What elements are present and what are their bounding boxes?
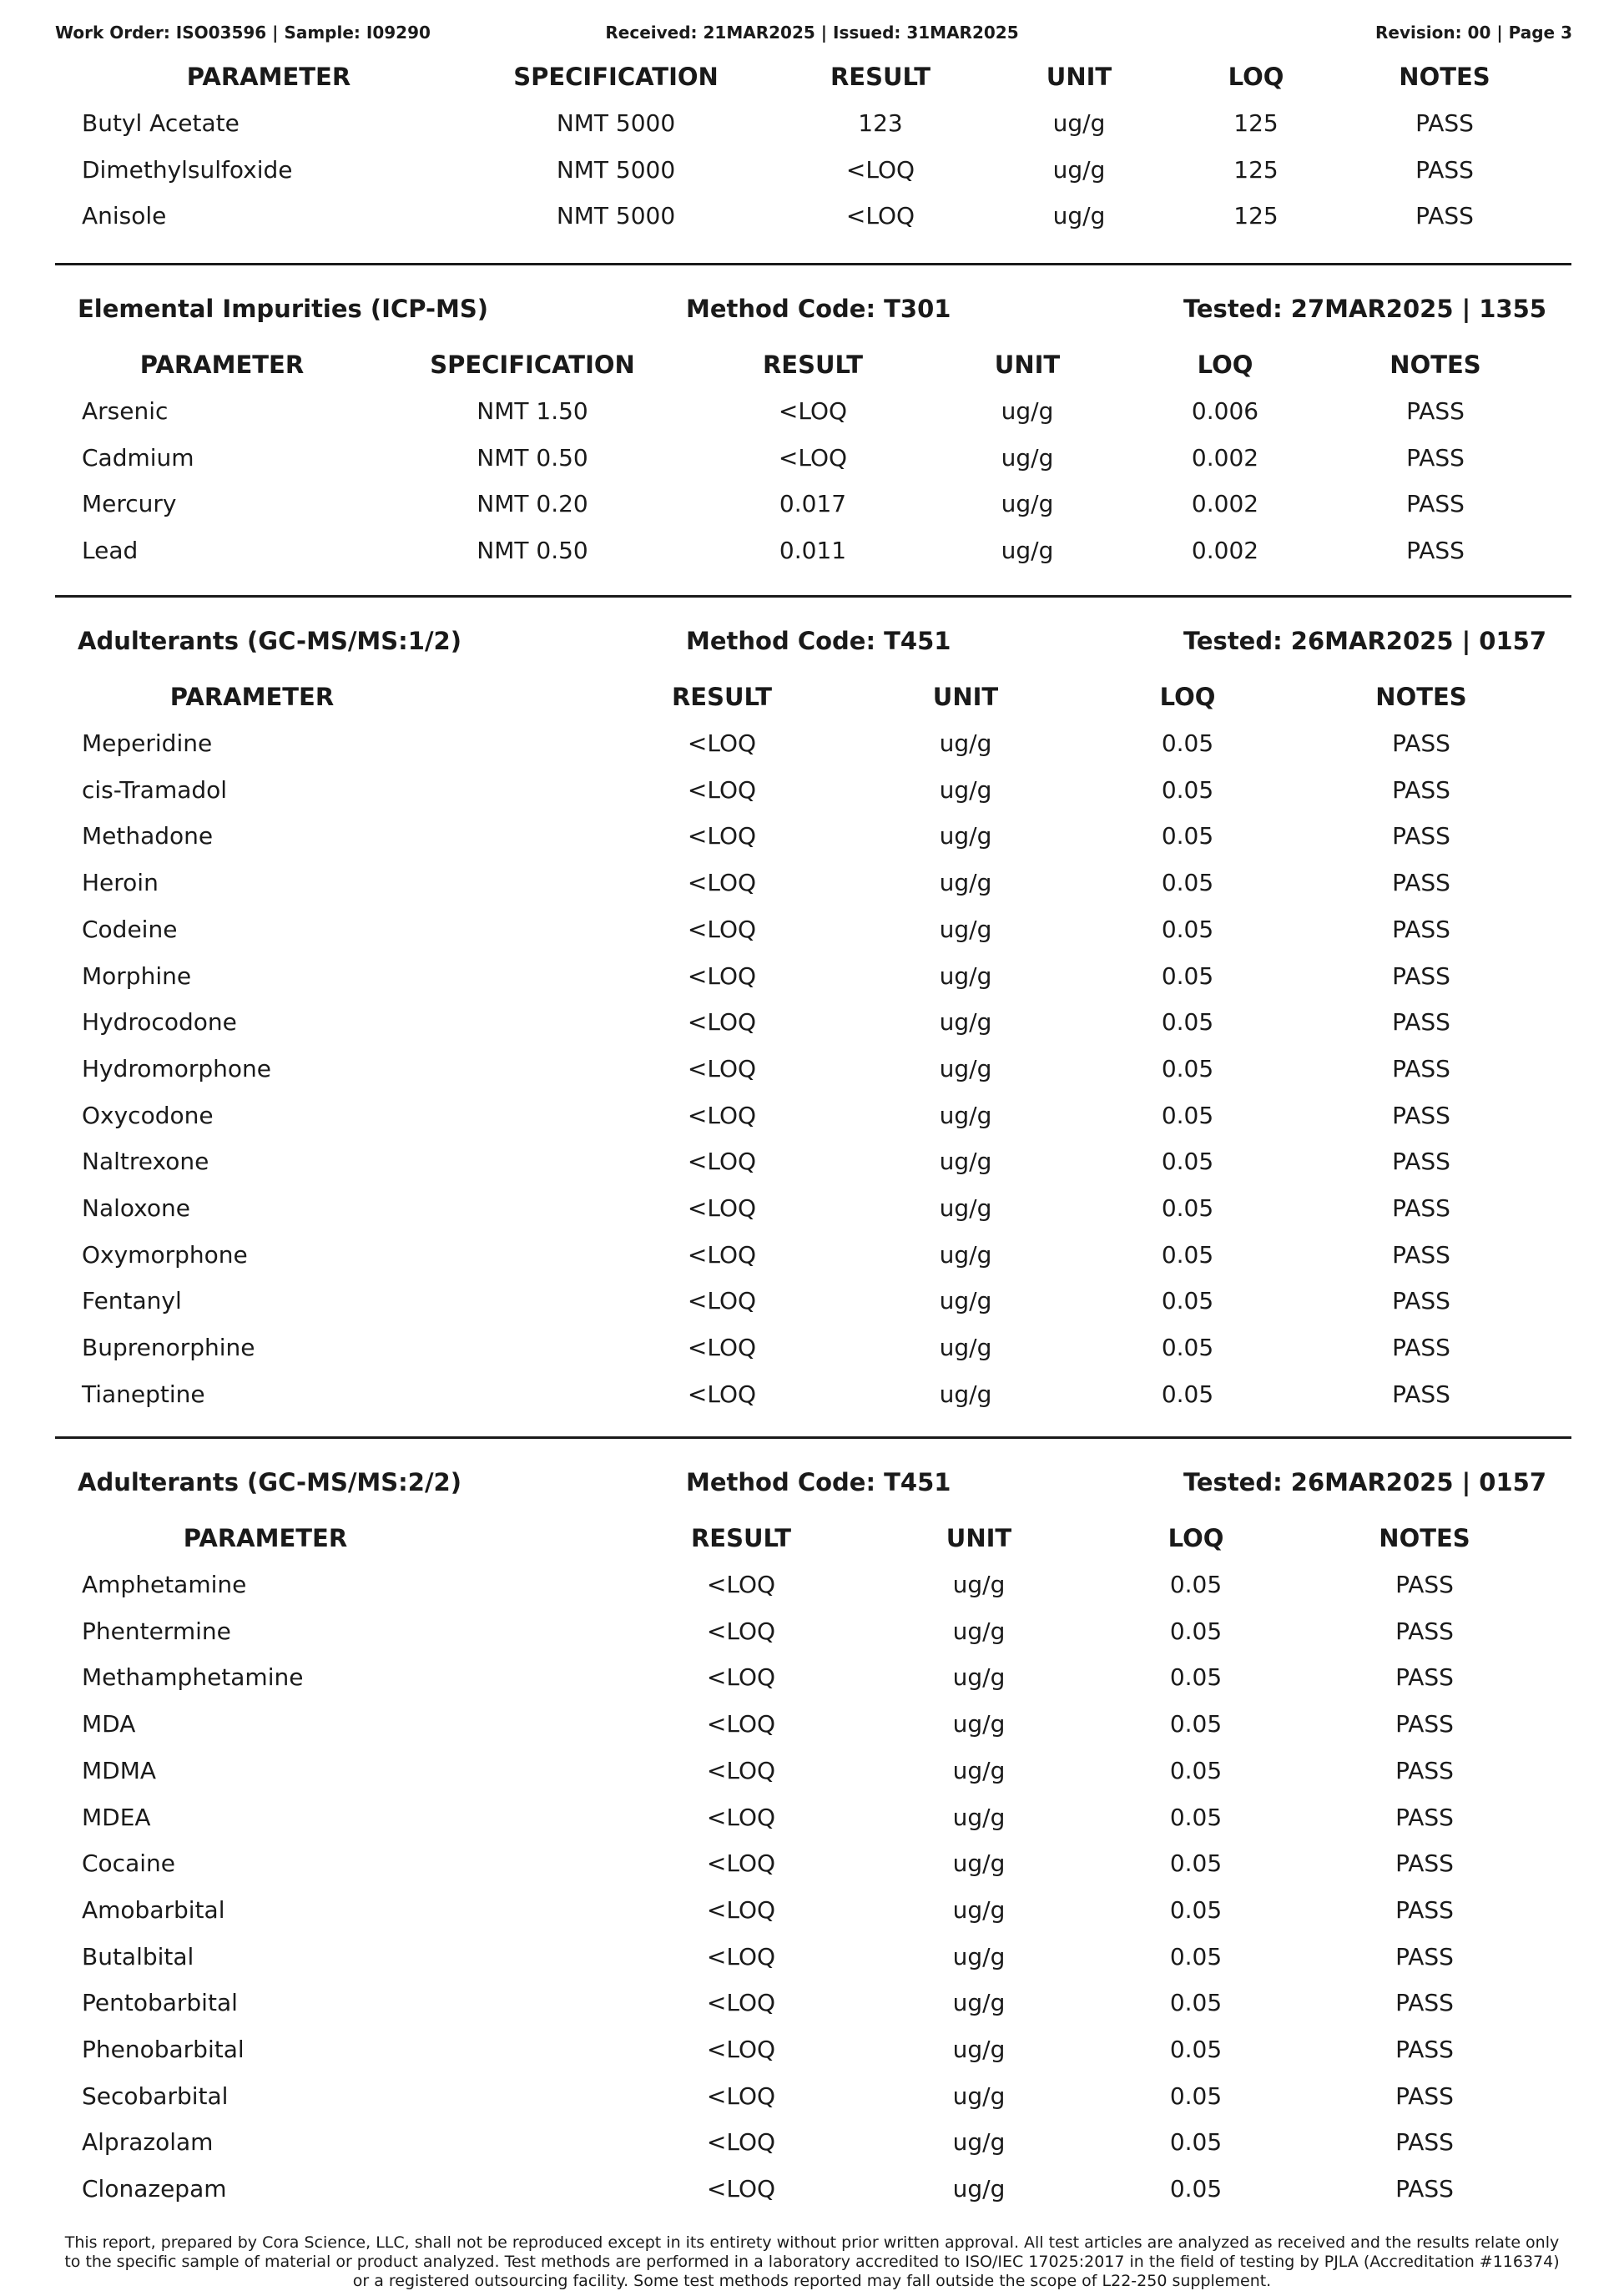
table-cell: PASS (1415, 202, 1474, 230)
table-cell: <LOQ (687, 869, 757, 897)
table-row (0, 109, 1624, 156)
table-cell: PASS (1395, 1710, 1454, 1738)
table-cell: NMT 5000 (556, 109, 676, 137)
table-row (0, 1380, 1624, 1427)
parameter-name: Clonazepam (82, 2175, 227, 2203)
parameter-name: Heroin (82, 869, 159, 897)
table-cell: 0.017 (779, 490, 847, 518)
table-cell: 0.002 (1191, 537, 1259, 565)
table-cell: 0.006 (1191, 397, 1259, 425)
table-cell: PASS (1395, 2175, 1454, 2203)
table-cell: 123 (858, 109, 903, 137)
table-cell: PASS (1395, 1942, 1454, 1971)
table-row (0, 962, 1624, 1009)
table-cell: <LOQ (778, 443, 848, 472)
table-cell: <LOQ (687, 1054, 757, 1082)
table-cell: PASS (1415, 109, 1474, 137)
table-cell: ug/g (952, 2128, 1006, 2157)
table-cell: <LOQ (687, 1008, 757, 1037)
column-header: NOTES (1399, 63, 1490, 91)
table-cell: PASS (1395, 2036, 1454, 2063)
table-cell: ug/g (952, 1756, 1006, 1784)
table-cell: 0.05 (1169, 1849, 1223, 1878)
table-cell: PASS (1406, 443, 1465, 472)
table-cell: ug/g (952, 1989, 1006, 2017)
table-cell: ug/g (1052, 202, 1106, 230)
parameter-name: Arsenic (82, 397, 169, 425)
parameter-name: Methamphetamine (82, 1663, 304, 1692)
table-cell: 125 (1233, 109, 1279, 137)
work-order-sample: Work Order: ISO03596 | Sample: I09290 (55, 23, 431, 43)
section-title: Elemental Impurities (ICP-MS) (78, 295, 489, 323)
table-cell: <LOQ (845, 202, 915, 230)
table-cell: ug/g (1001, 443, 1054, 472)
table-cell: 125 (1233, 155, 1279, 184)
parameter-name: Cadmium (82, 443, 194, 472)
table-cell: PASS (1392, 1380, 1450, 1408)
table-row (0, 1194, 1624, 1241)
section-title: Adulterants (GC-MS/MS:1/2) (78, 627, 461, 655)
table-cell: PASS (1392, 869, 1450, 897)
tested-date: Tested: 26MAR2025 | 0157 (1183, 627, 1546, 655)
table-cell: <LOQ (706, 1989, 776, 2017)
parameter-name: Fentanyl (82, 1287, 182, 1315)
parameter-name: Phentermine (82, 1617, 231, 1645)
table-cell: <LOQ (706, 1710, 776, 1738)
table-cell: PASS (1395, 1803, 1454, 1831)
method-code: Method Code: T451 (686, 1468, 951, 1496)
parameter-name: Lead (82, 537, 139, 565)
table-cell: PASS (1406, 397, 1465, 425)
table-cell: <LOQ (706, 1849, 776, 1878)
column-header: UNIT (994, 351, 1061, 379)
table-row (0, 1148, 1624, 1194)
table-cell: ug/g (952, 1571, 1006, 1598)
table-cell: 0.05 (1169, 1756, 1223, 1784)
column-header: RESULT (690, 1524, 792, 1552)
table-cell: <LOQ (687, 915, 757, 943)
table-cell: PASS (1395, 1571, 1454, 1598)
table-cell: <LOQ (687, 729, 757, 757)
table-cell: <LOQ (845, 155, 915, 184)
table-row (0, 1334, 1624, 1380)
table-cell: <LOQ (687, 775, 757, 804)
column-header: NOTES (1379, 1524, 1470, 1552)
table-cell: PASS (1395, 1849, 1454, 1878)
table-cell: <LOQ (706, 2082, 776, 2110)
table-cell: <LOQ (706, 1756, 776, 1784)
table-cell: 0.05 (1161, 1240, 1214, 1269)
table-cell: 0.05 (1161, 775, 1214, 804)
table-cell: ug/g (952, 2036, 1006, 2063)
table-cell: 0.05 (1161, 961, 1214, 990)
column-header: RESULT (671, 683, 773, 711)
table-cell: ug/g (952, 1663, 1006, 1692)
table-row (0, 1710, 1624, 1757)
table-row (0, 822, 1624, 869)
table-cell: ug/g (1001, 537, 1054, 565)
table-cell: ug/g (939, 1054, 992, 1082)
table-row (0, 2128, 1624, 2175)
table-cell: PASS (1392, 1287, 1450, 1315)
table-row (0, 869, 1624, 916)
table-row (0, 916, 1624, 962)
table-cell: <LOQ (687, 961, 757, 990)
parameter-name: Oxycodone (82, 1101, 214, 1129)
table-cell: PASS (1406, 490, 1465, 518)
table-cell: <LOQ (706, 2128, 776, 2157)
parameter-name: Anisole (82, 202, 167, 230)
parameter-name: Oxymorphone (82, 1240, 248, 1269)
table-cell: 0.002 (1191, 490, 1259, 518)
report-disclaimer (50, 2233, 1574, 2291)
table-cell: 0.05 (1169, 1803, 1223, 1831)
table-cell: <LOQ (687, 822, 757, 850)
tested-date: Tested: 26MAR2025 | 0157 (1183, 1468, 1546, 1496)
parameter-name: Dimethylsulfoxide (82, 155, 293, 184)
table-cell: <LOQ (687, 1380, 757, 1408)
table-row (0, 156, 1624, 203)
disclaimer-line: or a registered outsourcing facility. Some test methods reported may fall outside the scope of L22-250 supplement. (352, 2272, 1272, 2290)
table-cell: NMT 5000 (556, 155, 676, 184)
table-cell: 0.05 (1161, 1054, 1214, 1082)
method-code: Method Code: T451 (686, 627, 951, 655)
table-cell: <LOQ (706, 2175, 776, 2203)
table-cell: 0.05 (1169, 2128, 1223, 2157)
received-issued-dates: Received: 21MAR2025 | Issued: 31MAR2025 (605, 23, 1019, 43)
table-cell: ug/g (1052, 109, 1106, 137)
table-cell: PASS (1395, 2082, 1454, 2110)
tested-date: Tested: 27MAR2025 | 1355 (1183, 295, 1546, 323)
parameter-name: Morphine (82, 961, 192, 990)
table-cell: ug/g (939, 1194, 992, 1222)
column-header: PARAMETER (183, 1524, 348, 1552)
table-cell: 0.002 (1191, 443, 1259, 472)
table-cell: 0.05 (1169, 1942, 1223, 1971)
table-cell: PASS (1392, 1148, 1450, 1176)
table-cell: PASS (1392, 1008, 1450, 1037)
table-cell: PASS (1395, 1989, 1454, 2017)
table-row (0, 444, 1624, 491)
table-cell: PASS (1392, 1101, 1450, 1129)
column-header: PARAMETER (169, 683, 335, 711)
table-row (0, 1055, 1624, 1102)
table-cell: <LOQ (706, 1617, 776, 1645)
table-cell: PASS (1395, 1663, 1454, 1692)
table-row (0, 1287, 1624, 1334)
table-row (0, 1849, 1624, 1896)
table-cell: <LOQ (706, 1663, 776, 1692)
table-cell: 0.05 (1161, 729, 1214, 757)
column-header: LOQ (1228, 63, 1284, 91)
parameter-name: Hydromorphone (82, 1054, 271, 1082)
table-cell: PASS (1392, 1194, 1450, 1222)
table-row (0, 1008, 1624, 1055)
table-cell: 0.011 (779, 537, 847, 565)
table-cell: NMT 0.50 (477, 537, 588, 565)
table-cell: ug/g (952, 1803, 1006, 1831)
table-cell: 0.05 (1161, 822, 1214, 850)
table-row (0, 776, 1624, 823)
table-cell: <LOQ (687, 1287, 757, 1315)
column-header: UNIT (932, 683, 999, 711)
table-cell: 0.05 (1169, 1895, 1223, 1924)
table-row (0, 202, 1624, 249)
table-cell: 0.05 (1161, 1380, 1214, 1408)
table-cell: NMT 1.50 (477, 397, 588, 425)
parameter-name: MDA (82, 1710, 136, 1738)
table-cell: <LOQ (687, 1101, 757, 1129)
parameter-name: MDMA (82, 1756, 157, 1784)
table-cell: 0.05 (1169, 1617, 1223, 1645)
table-cell: <LOQ (687, 1334, 757, 1362)
table-cell: 0.05 (1169, 1571, 1223, 1598)
column-header: LOQ (1159, 683, 1216, 711)
column-header: NOTES (1389, 351, 1481, 379)
disclaimer-line: This report, prepared by Cora Science, LLC, shall not be reproduced except in its entirety without prior written approval. All test articles are analyzed as received and the results relate only (64, 2233, 1560, 2252)
table-cell: ug/g (952, 2082, 1006, 2110)
table-cell: PASS (1406, 537, 1465, 565)
table-cell: 0.05 (1161, 1148, 1214, 1176)
column-header: LOQ (1197, 351, 1253, 379)
table-row (0, 729, 1624, 776)
table-cell: <LOQ (687, 1148, 757, 1176)
section-title: Adulterants (GC-MS/MS:2/2) (78, 1468, 461, 1496)
parameter-name: Tianeptine (82, 1380, 205, 1408)
table-cell: PASS (1415, 155, 1474, 184)
parameter-name: Methadone (82, 822, 214, 850)
table-cell: 0.05 (1169, 2036, 1223, 2063)
table-row (0, 1571, 1624, 1617)
table-cell: NMT 5000 (556, 202, 676, 230)
column-header: NOTES (1375, 683, 1467, 711)
parameter-name: Naltrexone (82, 1148, 209, 1176)
table-cell: <LOQ (706, 1803, 776, 1831)
table-cell: ug/g (952, 1895, 1006, 1924)
table-cell: ug/g (952, 1617, 1006, 1645)
table-cell: 0.05 (1161, 915, 1214, 943)
table-cell: ug/g (939, 729, 992, 757)
table-cell: PASS (1395, 2128, 1454, 2157)
table-cell: PASS (1392, 1054, 1450, 1082)
parameter-name: Hydrocodone (82, 1008, 237, 1037)
table-cell: 0.05 (1169, 1663, 1223, 1692)
table-cell: ug/g (1001, 490, 1054, 518)
parameter-name: Naloxone (82, 1194, 190, 1222)
table-cell: NMT 0.20 (477, 490, 588, 518)
column-header: UNIT (946, 1524, 1012, 1552)
parameter-name: cis-Tramadol (82, 775, 228, 804)
revision-page: Revision: 00 | Page 3 (1375, 23, 1572, 43)
table-row (0, 2036, 1624, 2082)
table-cell: <LOQ (706, 1571, 776, 1598)
table-cell: <LOQ (778, 397, 848, 425)
parameter-name: Codeine (82, 915, 178, 943)
table-cell: ug/g (939, 775, 992, 804)
section-divider (55, 1436, 1571, 1439)
parameter-name: Pentobarbital (82, 1989, 238, 2017)
table-row (0, 1757, 1624, 1804)
column-header: SPECIFICATION (430, 351, 635, 379)
table-cell: PASS (1392, 1240, 1450, 1269)
column-header: PARAMETER (139, 351, 305, 379)
parameter-name: Amobarbital (82, 1895, 225, 1924)
table-row (0, 1617, 1624, 1664)
column-header: SPECIFICATION (513, 63, 719, 91)
table-cell: PASS (1395, 1617, 1454, 1645)
table-cell: 0.05 (1169, 1989, 1223, 2017)
parameter-name: Cocaine (82, 1849, 175, 1878)
parameter-name: Phenobarbital (82, 2036, 245, 2063)
parameter-name: Alprazolam (82, 2128, 214, 2157)
table-cell: ug/g (939, 915, 992, 943)
table-cell: <LOQ (706, 1895, 776, 1924)
table-row (0, 2175, 1624, 2222)
table-cell: 0.05 (1169, 2175, 1223, 2203)
table-cell: ug/g (939, 1008, 992, 1037)
parameter-name: MDEA (82, 1803, 151, 1831)
table-cell: 0.05 (1161, 1101, 1214, 1129)
parameter-name: Butyl Acetate (82, 109, 240, 137)
table-cell: PASS (1395, 1895, 1454, 1924)
table-cell: ug/g (939, 1287, 992, 1315)
table-row (0, 1241, 1624, 1288)
table-cell: 0.05 (1169, 2082, 1223, 2110)
section-divider (55, 263, 1571, 265)
table-cell: PASS (1392, 1334, 1450, 1362)
table-row (0, 2082, 1624, 2129)
table-cell: PASS (1395, 1756, 1454, 1784)
column-header: LOQ (1168, 1524, 1224, 1552)
table-cell: <LOQ (687, 1194, 757, 1222)
table-cell: PASS (1392, 822, 1450, 850)
table-cell: ug/g (952, 2175, 1006, 2203)
table-cell: ug/g (939, 1101, 992, 1129)
table-row (0, 537, 1624, 583)
parameter-name: Meperidine (82, 729, 213, 757)
table-row (0, 1663, 1624, 1710)
table-row (0, 1943, 1624, 1990)
table-cell: NMT 0.50 (477, 443, 588, 472)
table-cell: <LOQ (706, 1942, 776, 1971)
table-cell: ug/g (939, 1240, 992, 1269)
table-row (0, 1804, 1624, 1850)
parameter-name: Amphetamine (82, 1571, 247, 1598)
table-cell: PASS (1392, 729, 1450, 757)
table-cell: ug/g (939, 1380, 992, 1408)
section-divider (55, 595, 1571, 598)
table-cell: ug/g (1001, 397, 1054, 425)
table-cell: PASS (1392, 915, 1450, 943)
table-cell: ug/g (952, 1942, 1006, 1971)
table-row (0, 397, 1624, 444)
method-code: Method Code: T301 (686, 295, 951, 323)
column-header: RESULT (762, 351, 864, 379)
table-cell: ug/g (952, 1710, 1006, 1738)
table-row (0, 490, 1624, 537)
table-row (0, 1989, 1624, 2036)
parameter-name: Mercury (82, 490, 177, 518)
table-cell: 0.05 (1161, 869, 1214, 897)
table-cell: PASS (1392, 775, 1450, 804)
table-cell: 0.05 (1161, 1194, 1214, 1222)
table-cell: 0.05 (1161, 1008, 1214, 1037)
table-cell: ug/g (939, 869, 992, 897)
parameter-name: Secobarbital (82, 2082, 229, 2110)
table-cell: ug/g (939, 1148, 992, 1176)
table-cell: PASS (1392, 961, 1450, 990)
table-cell: 125 (1233, 202, 1279, 230)
table-cell: <LOQ (706, 2036, 776, 2063)
table-cell: 0.05 (1169, 1710, 1223, 1738)
table-cell: ug/g (939, 961, 992, 990)
column-header: PARAMETER (186, 63, 351, 91)
parameter-name: Buprenorphine (82, 1334, 255, 1362)
parameter-name: Butalbital (82, 1942, 194, 1971)
table-cell: ug/g (939, 1334, 992, 1362)
table-cell: ug/g (939, 822, 992, 850)
table-cell: <LOQ (687, 1240, 757, 1269)
column-header: UNIT (1046, 63, 1112, 91)
column-header: RESULT (830, 63, 931, 91)
table-cell: 0.05 (1161, 1334, 1214, 1362)
table-cell: ug/g (952, 1849, 1006, 1878)
table-cell: 0.05 (1161, 1287, 1214, 1315)
disclaimer-line: to the specific sample of material or product analyzed. Test methods are performed in a laboratory accredited to ISO/IEC 17025:2017 in the field of testing by PJLA (Accreditation #116374) (64, 2253, 1560, 2271)
table-row (0, 1896, 1624, 1943)
table-cell: ug/g (1052, 155, 1106, 184)
table-row (0, 1102, 1624, 1148)
